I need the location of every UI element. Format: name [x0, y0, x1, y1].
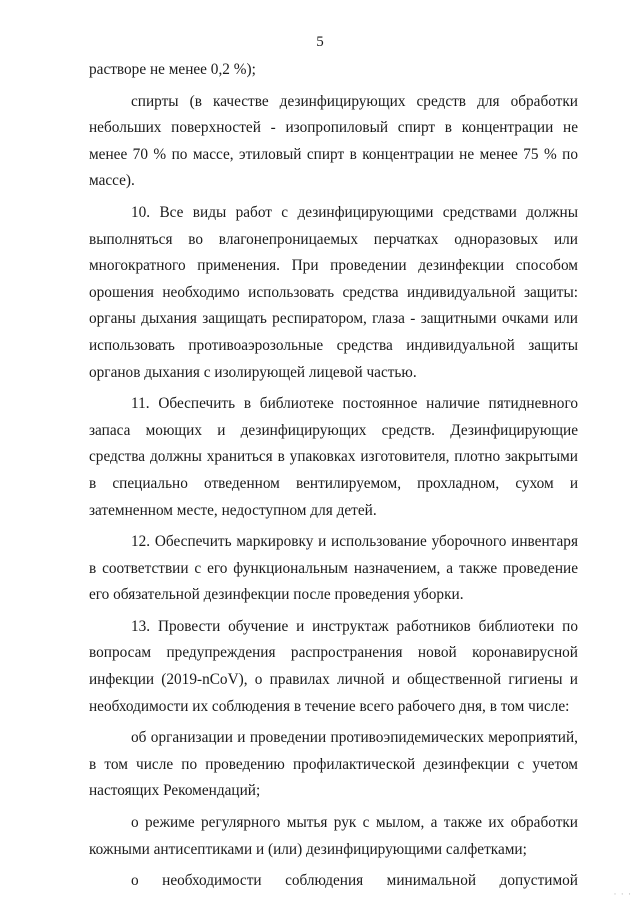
paragraph-item-12: 12. Обеспечить маркировку и использование уборочного инвентаря в соответствии с его функциональным назначением, а также проведение его обязательной дезинфекции после проведения уборки. — [89, 533, 578, 604]
scan-artifact-mark: · · · — [613, 889, 632, 899]
paragraph-alcohols: спирты (в качестве дезинфицирующих средств для обработки небольших поверхностей - изопропиловый спирт в концентрации не менее 70 % по массе, этиловый спирт в концентрации не менее 75 % по массе). — [89, 92, 578, 190]
paragraph-item-13: 13. Провести обучение и инструктаж работников библиотеки по вопросам предупреждения распространения новой коронавирусной инфекции (2019-nCoV), о правилах личной и общественной гигиены и необходимости их соблюдения в течение всего рабочего дня, в том числе: — [89, 617, 578, 715]
paragraph-item-11: 11. Обеспечить в библиотеке постоянное наличие пятидневного запаса моющих и дезинфицирующих средств. Дезинфицирующие средства должны храниться в упаковках изготовителя, плотно закрытыми в специально отведенном вентилируемом, прохладном, сухом и затемненном месте, недоступном для детей. — [89, 395, 578, 519]
paragraph-subitem-organization: об организации и проведении противоэпидемических мероприятий, в том числе по проведению профилактической дезинфекции с учетом настоящих Рекомендаций; — [89, 729, 578, 800]
paragraph-continuation: растворе не менее 0,2 %); — [89, 61, 256, 78]
page-number: 5 — [316, 34, 324, 50]
document-body — [89, 57, 578, 900]
paragraph-subitem-distance: о необходимости соблюдения минимальной допустимой — [131, 872, 578, 890]
paragraph-item-10: 10. Все виды работ с дезинфицирующими средствами должны выполняться во влагонепроницаемых перчатках одноразовых или многократного применения. При проведении дезинфекции способом орошения необходимо использовать средства индивидуальной защиты: органы дыхания защищать респиратором, глаза - защитными очками или использовать противоаэрозольные средства индивидуальной защиты органов дыхания с изолирующей лицевой частью. — [89, 203, 578, 381]
paragraph-subitem-handwashing: о режиме регулярного мытья рук с мылом, а также их обработки кожными антисептиками и (или) дезинфицирующими салфетками; — [89, 814, 578, 858]
